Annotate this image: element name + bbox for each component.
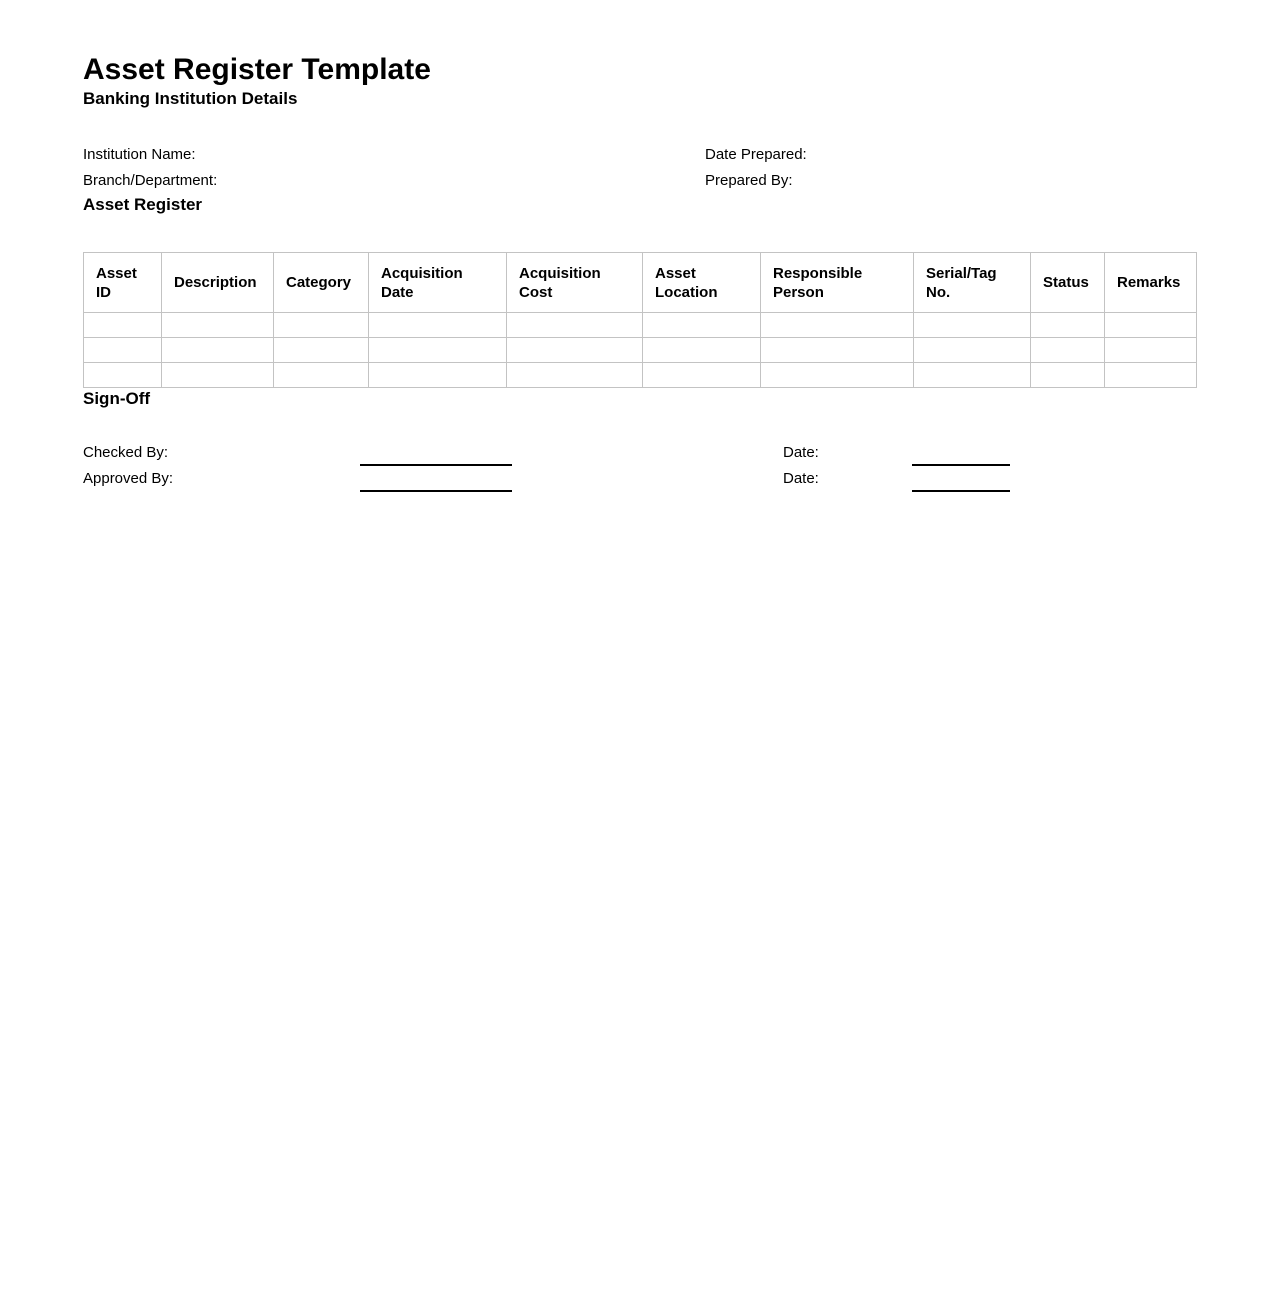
column-header-responsible-person: Responsible Person [761, 253, 914, 313]
section-heading-banking-details: Banking Institution Details [83, 89, 298, 108]
table-cell [162, 313, 274, 338]
column-header-status: Status [1031, 253, 1105, 313]
table-body [84, 313, 1197, 388]
table-cell [1105, 313, 1197, 338]
table-row [84, 338, 1197, 363]
table-row [84, 363, 1197, 388]
signoff-row-checked [83, 440, 1195, 466]
table-cell [1031, 363, 1105, 388]
table-cell [84, 363, 162, 388]
table-cell [1031, 338, 1105, 363]
table-cell [1031, 313, 1105, 338]
signature-line [360, 490, 512, 492]
table-cell [1105, 338, 1197, 363]
signoff-label-approved-by: Approved By: [83, 470, 174, 487]
column-header-acquisition-date: Acquisition Date [369, 253, 507, 313]
column-header-acquisition-cost: Acquisition Cost [507, 253, 643, 313]
column-header-remarks: Remarks [1105, 253, 1197, 313]
column-header-serial-tag-no: Serial/Tag No. [914, 253, 1031, 313]
table-header-row [84, 253, 1197, 313]
table-cell [274, 363, 369, 388]
spacer [512, 440, 783, 466]
table-cell [162, 363, 274, 388]
field-label-branch-department: Branch/Department: [83, 172, 218, 189]
table-cell [369, 363, 507, 388]
table-row [84, 313, 1197, 338]
field-label-prepared-by: Prepared By: [705, 172, 793, 189]
sign-off-block [83, 440, 1195, 492]
table-cell [84, 338, 162, 363]
date-label: Date: [783, 470, 819, 487]
signoff-label-checked-by: Checked By: [83, 444, 169, 461]
signature-line [360, 464, 512, 466]
table-cell [643, 313, 761, 338]
table-cell [914, 363, 1031, 388]
banking-details-fields [83, 142, 1195, 194]
table-cell [761, 363, 914, 388]
table-cell [274, 313, 369, 338]
table-cell [643, 338, 761, 363]
date-label: Date: [783, 444, 819, 461]
table-cell [761, 338, 914, 363]
table-cell [274, 338, 369, 363]
asset-register-table [83, 252, 1197, 388]
table-cell [1105, 363, 1197, 388]
table-cell [369, 338, 507, 363]
spacer [512, 466, 783, 492]
page-title: Asset Register Template [83, 53, 431, 86]
table-cell [369, 313, 507, 338]
signoff-row-approved [83, 466, 1195, 492]
table-cell [507, 363, 643, 388]
date-line [912, 464, 1010, 466]
field-label-date-prepared: Date Prepared: [705, 146, 807, 163]
table-cell [643, 363, 761, 388]
column-header-category: Category [274, 253, 369, 313]
column-header-description: Description [162, 253, 274, 313]
date-line [912, 490, 1010, 492]
field-label-institution-name: Institution Name: [83, 146, 196, 163]
table-cell [914, 338, 1031, 363]
table-cell [162, 338, 274, 363]
table-cell [914, 313, 1031, 338]
table-cell [761, 313, 914, 338]
table-cell [84, 313, 162, 338]
column-header-asset-id: Asset ID [84, 253, 162, 313]
section-heading-asset-register: Asset Register [83, 195, 203, 214]
table-cell [507, 338, 643, 363]
section-heading-sign-off: Sign-Off [83, 389, 151, 408]
column-header-asset-location: Asset Location [643, 253, 761, 313]
table-cell [507, 313, 643, 338]
